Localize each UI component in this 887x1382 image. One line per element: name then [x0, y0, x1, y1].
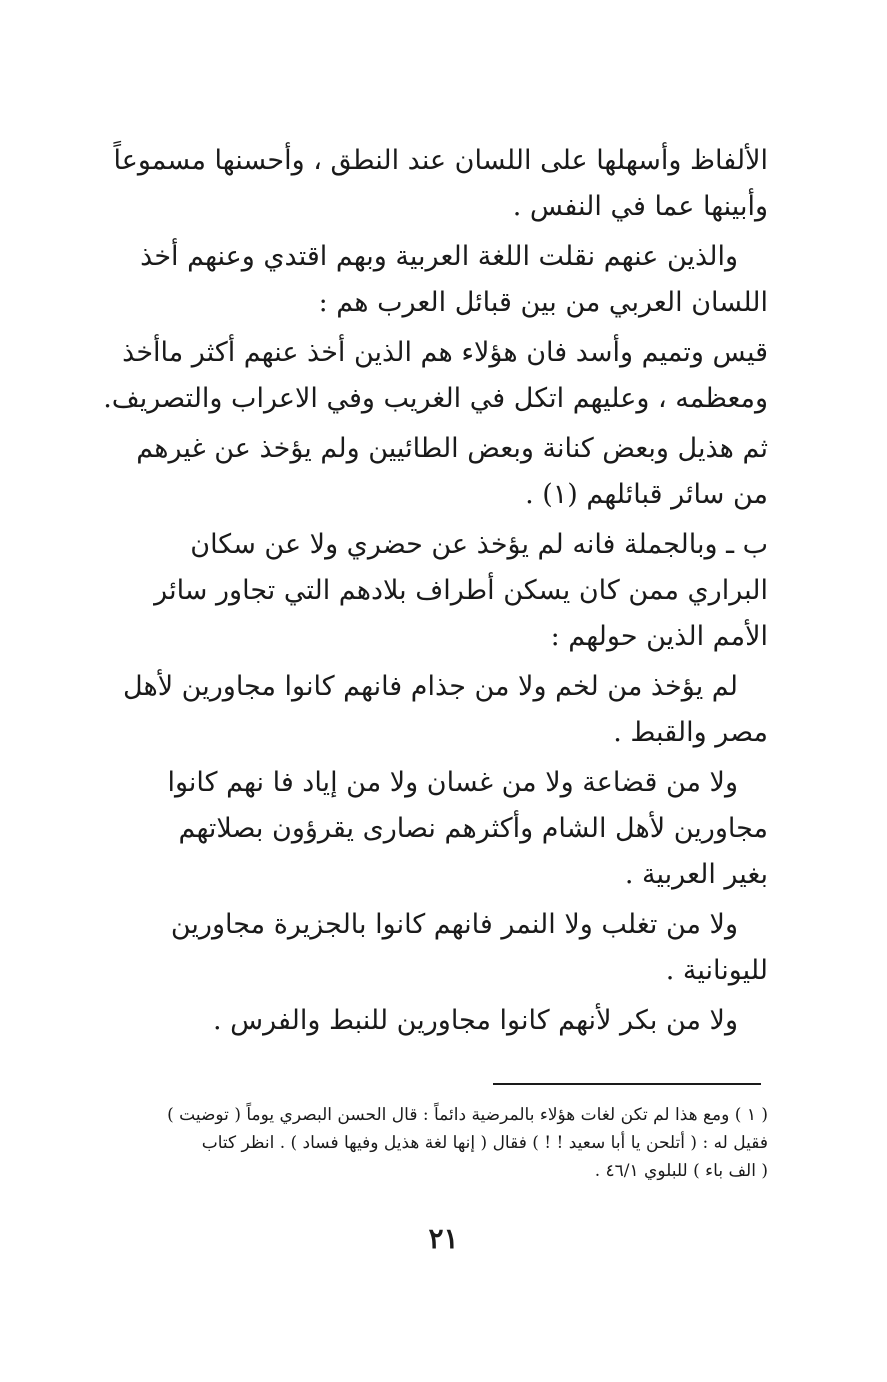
main-text — [88, 138, 768, 1048]
footnote-divider — [493, 1083, 761, 1085]
text-line: والذين عنهم نقلت اللغة العربية وبهم اقتدي وعنهم أخذ — [140, 241, 738, 272]
footnote-line: ( ١ ) ومع هذا لم تكن لغات هؤلاء بالمرضية دائماً : قال الحسن البصري يوماً ( توضيت ) — [167, 1105, 768, 1125]
text-line: ولا من بكر لأنهم كانوا مجاورين للنبط والفرس . — [212, 1005, 738, 1036]
footnote — [88, 1101, 768, 1185]
paragraph — [88, 426, 768, 518]
footnote-line: فقيل له : ( أتلحن يا أبا سعيد ! ! ) فقال ( إنها لغة هذيل وفيها فساد ) . انظر كتاب — [201, 1133, 768, 1153]
paragraph — [88, 330, 768, 422]
text-line: الألفاظ وأسهلها على اللسان عند النطق ، وأحسنها مسموعاً — [113, 145, 768, 176]
paragraph — [88, 760, 768, 898]
text-line: قيس وتميم وأسد فان هؤلاء هم الذين أخذ عنهم أكثر ماأخذ — [122, 337, 768, 368]
paragraph — [88, 138, 768, 230]
text-line: مصر والقبط . — [613, 717, 768, 748]
text-line: ب ـ وبالجملة فانه لم يؤخذ عن حضري ولا عن سكان — [190, 529, 768, 560]
page-number: ٢١ — [428, 1222, 459, 1255]
text-line: الأمم الذين حولهم : — [550, 621, 768, 652]
text-line: مجاورين لأهل الشام وأكثرهم نصارى يقرؤون بصلاتهم — [178, 813, 768, 844]
paragraph — [88, 234, 768, 326]
text-line: لم يؤخذ من لخم ولا من جذام فانهم كانوا مجاورين لأهل — [123, 671, 738, 702]
text-line: البراري ممن كان يسكن أطراف بلادهم التي تجاور سائر — [154, 575, 768, 606]
text-line: ومعظمه ، وعليهم اتكل في الغريب وفي الاعراب والتصريف. — [103, 383, 768, 414]
text-line: اللسان العربي من بين قبائل العرب هم : — [318, 287, 768, 318]
paragraph — [88, 902, 768, 994]
text-line: وأبينها عما في النفس . — [512, 191, 768, 222]
paragraph — [88, 522, 768, 660]
paragraph — [88, 664, 768, 756]
text-line: ولا من قضاعة ولا من غسان ولا من إياد فا نهم كانوا — [167, 767, 738, 798]
paragraph — [88, 998, 768, 1044]
footnote-line: ( الف باء ) للبلوي ٤٦/١ . — [594, 1161, 768, 1181]
text-line: ولا من تغلب ولا النمر فانهم كانوا بالجزيرة مجاورين — [170, 909, 738, 940]
text-line: بغير العربية . — [624, 859, 768, 890]
text-line: من سائر قبائلهم (١) . — [525, 479, 768, 510]
text-line: ثم هذيل وبعض كنانة وبعض الطائيين ولم يؤخذ عن غيرهم — [136, 433, 768, 464]
text-line: لليونانية . — [665, 955, 768, 986]
